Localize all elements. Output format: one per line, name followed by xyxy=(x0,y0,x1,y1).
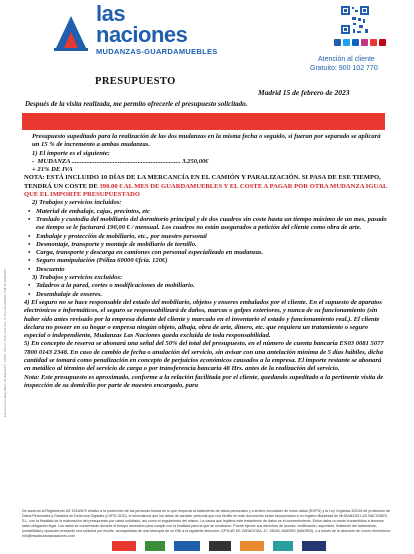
side-registry-text: Inscrita en el Reg. Merc. de Madrid T. 14955, libro 0, folio 214, Sec. 8, hoja M-249950, NIF B-82395002 xyxy=(3,268,7,417)
partner-logos xyxy=(112,541,326,551)
mudanza-label: MUDANZA xyxy=(37,157,71,165)
paragraph-nota-estimate: Nota: Este presupuesto es aproximado, conforme a la relación facilitada por el cliente, quedando supeditado a la pertinente visita de inspección de su domicilio por parte de nuestro encargado, para xyxy=(24,373,384,389)
partner-logo-orange xyxy=(240,541,264,551)
list-item: • Desmontaje, transporte y montaje de mobiliario de tornillo. xyxy=(24,241,388,249)
paragraph-insurance: 4) El seguro no se hace responsable del estado del mobiliario, objetos y enseres embalados por el cliente. En el supuesto de aparatos electrónicos e informáticos, el seguro se responsabilizará de daños, marcas o golpes exteriores, y nunca de su funcionamiento (sin haber sido antes revisado por la empresa delante del cliente y marcado en el inventario el estado y funcionamiento real.). El cliente declara no poseer en su hogar o empresa ningún objeto, alhaja, obra de arte, dinero, etc. que requiera un tratamiento o seguro especial o independiente, Mudanzas Las Naciones queda excluida de toda responsabilidad. xyxy=(24,298,382,340)
item1-line-mudanza: - MUDANZA .................................................................. 3.250,00€ xyxy=(32,157,209,165)
intro-line: Después de la visita realizada, me permito ofrecerle el presupuesto solicitado. xyxy=(25,100,248,108)
paragraph-conditions: Presupuesto supeditado para la realización de las dos mudanzas en la misma fecha o seguido, si fueran por separado se aplicará un 15 % de incremento a ambas mudanzas. xyxy=(32,133,381,149)
nota-red-text: 390.00 € AL MES DE GUARDAMUEBLES Y EL COSTE A PAGAR POR OTRA MUDANZA IGUAL QUE EL IMPORTE PRESUPUESTADO xyxy=(24,182,388,199)
twitter-icon[interactable] xyxy=(343,39,350,46)
list-item: • Traslado y custodia del mobiliario del dormitorio principal y de dos cuadros sin coste hasta un tiempo máximo de un mes, pasado ese tiempo se le facturará 190,00 € / mensual. Los cuadros no están asegurados a petición del cliente como obra de arte. xyxy=(24,216,388,233)
list-item: • Material de embalaje, cajas, precintos, etc xyxy=(24,208,388,216)
partner-logo-green xyxy=(145,541,165,551)
list-item: • Descuento xyxy=(24,266,388,274)
document-body xyxy=(24,133,388,390)
document-title: PRESUPUESTO xyxy=(95,76,176,87)
item3-heading: 3) Trabajos y servicios excluidos: xyxy=(32,274,123,282)
qr-code-icon xyxy=(340,5,370,35)
paragraph-reservation: 5) En concepto de reserva se abonará una señal del 50% del total del presupuesto, en el número de cuenta bancaria ES03 0081 5077 7800 0143 2348. En caso de cambio de fecha o anulación del servicio, sin avisar con una antelación mínima de 5 días hábiles, dicha cantidad se tomará como penalización en concepto de perjuicios económicos causados a la empresa. El importe restante se abonará en metálico al término del servicio de carga o por transferencia bancaria 48 Hrs. antes de la realización del servicio. xyxy=(24,340,384,373)
partner-logo-blue xyxy=(174,541,200,551)
list-item: • Carga, transporte y descarga en camiones con personal especializado en mudanzas. xyxy=(24,249,388,257)
customer-service-label: Atención al cliente xyxy=(318,56,375,63)
instagram-icon[interactable] xyxy=(361,39,368,46)
partner-logo-dark xyxy=(209,541,231,551)
free-phone: Gratuito: 900 102 770 xyxy=(310,65,378,72)
item1-heading: 1) El importe es el siguiente: xyxy=(32,149,110,157)
company-logo-mark xyxy=(52,12,90,52)
social-icons xyxy=(334,39,386,46)
list-item: • Desembalaje de enseres. xyxy=(24,291,388,299)
list-item: • Embalaje y protección de mobiliario, etc., por nuestro personal xyxy=(24,233,388,241)
list-item: • Seguro manipulación (Póliza 60000 €fcia. 120€) xyxy=(24,257,388,265)
logo-text-naciones: naciones xyxy=(96,22,188,47)
linkedin-icon[interactable] xyxy=(352,39,359,46)
partner-logo-navy xyxy=(302,541,326,551)
nota-paragraph xyxy=(24,174,388,199)
youtube-icon[interactable] xyxy=(370,39,377,46)
document-date: Madrid 15 de febrero de 2023 xyxy=(258,88,350,97)
facebook-icon[interactable] xyxy=(334,39,341,46)
redacted-block xyxy=(22,113,385,130)
partner-logo-red xyxy=(112,541,136,551)
list-item: • Taladros a la pared, cortes o modificaciones de mobiliario. xyxy=(24,282,388,290)
item1-line-iva: + 21% DE IVA xyxy=(32,166,73,174)
partner-logo-teal xyxy=(273,541,293,551)
nota-black-text: NOTA: ESTÁ INCLUIDO 10 DÍAS DE LA MERCANCÍA EN EL CAMIÓN Y PARALIZACIÓN. SI PASA DE ESE TIEMPO, TENDRÁ UN COSTE DE xyxy=(24,174,381,190)
privacy-footer: De acuerdo al Reglamento UE 2016/679 relativo a la protección de las personas físicas en lo que respecta al tratamiento de datos personales y a la libre circulación de estos datos (RGPD) y la Ley Orgánica 3/2018 de protección de Datos Personales y Garantía de Derechos Digitales (LOPD-GDD), le informamos que los datos de carácter personal que nos facilite en este documento serán incorporados a un registro titularidad de MUDANZAS LAS NACIONES, S.L. con la finalidad de la elaboración del presupuesto por usted solicitado, así como el seguimiento del mismo. La causa que legitima este tratamiento de datos es el consentimiento. Estos datos no serán transmitidos a terceros salvo obligación legal. Los datos se conservarán durante el tiempo necesario para cumplir con la finalidad para la que se recabaron. Puede ejercer sus derechos de acceso, rectificación, supresión, limitación del tratamiento, portabilidad y oposición enviando una solicitud por escrito, acompañada de una fotocopia de su DNI a la siguiente dirección: C/PILAR DE ZARAGOZA, 47, 28028, MADRID (MADRID), o a través de la dirección de correo electrónico: info@mudanzaslasnaciones.com xyxy=(22,509,391,538)
pinterest-icon[interactable] xyxy=(379,39,386,46)
logo-tagline: MUDANZAS-GUARDAMUEBLES xyxy=(96,47,218,56)
item2-heading: 2) Trabajos y servicios incluidos: xyxy=(32,199,122,207)
logo-text-las: las xyxy=(96,1,126,26)
mudanza-amount: 3.250,00€ xyxy=(182,157,209,165)
